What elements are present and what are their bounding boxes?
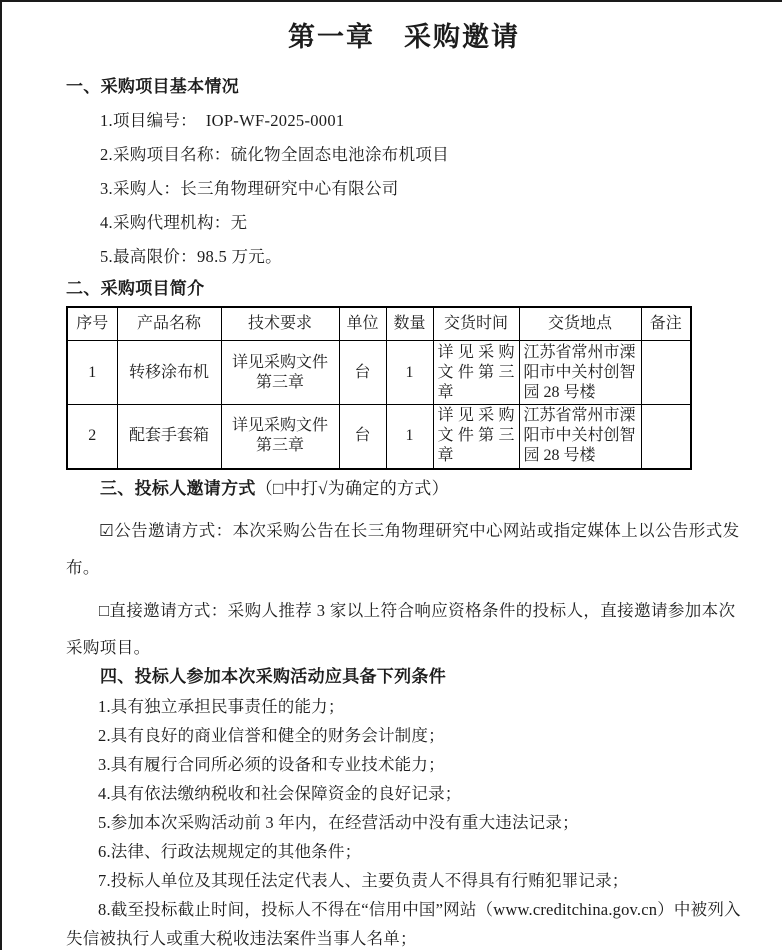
table-cell-seq: 2 bbox=[67, 405, 117, 469]
table-cell-product: 配套手套箱 bbox=[117, 405, 221, 469]
table-cell-qty: 1 bbox=[386, 405, 433, 469]
condition-item-3: 3.具有履行合同所必须的设备和专业技术能力； bbox=[98, 754, 445, 774]
condition-item-5: 5.参加本次采购活动前 3 年内，在经营活动中没有重大违法记录； bbox=[98, 812, 579, 832]
table-cell-delivery-place: 江苏省常州市溧阳市中关村创智园 28 号楼 bbox=[519, 405, 641, 469]
table-header-cell: 产品名称 bbox=[117, 307, 221, 341]
table-header-cell: 技术要求 bbox=[221, 307, 339, 341]
basic-info-item-project-name: 2.采购项目名称：硫化物全固态电池涂布机项目 bbox=[100, 145, 449, 164]
basic-info-item-max-price: 5.最高限价：98.5 万元。 bbox=[100, 247, 282, 266]
table-row bbox=[67, 341, 691, 405]
table-cell-unit: 台 bbox=[339, 405, 386, 469]
table-header-row bbox=[67, 307, 691, 341]
table-header-cell: 交货时间 bbox=[433, 307, 519, 341]
basic-info-list bbox=[66, 104, 742, 274]
condition-item-6: 6.法律、行政法规规定的其他条件； bbox=[98, 841, 362, 861]
table-header-cell: 交货地点 bbox=[519, 307, 641, 341]
bidder-conditions-list bbox=[66, 692, 742, 950]
table-cell-product: 转移涂布机 bbox=[117, 341, 221, 405]
condition-item-2: 2.具有良好的商业信誉和健全的财务会计制度； bbox=[98, 725, 445, 745]
section-1-heading: 一、采购项目基本情况 bbox=[66, 77, 239, 96]
section-3-heading-note: （□中打√为确定的方式） bbox=[255, 478, 449, 498]
condition-item-1: 1.具有独立承担民事责任的能力； bbox=[98, 696, 345, 716]
table-cell-delivery-time: 详见采购文件第三章 bbox=[433, 405, 519, 469]
table-cell-delivery-place: 江苏省常州市溧阳市中关村创智园 28 号楼 bbox=[519, 341, 641, 405]
table-header-cell: 序号 bbox=[67, 307, 117, 341]
table-cell-delivery-time: 详见采购文件第三章 bbox=[433, 341, 519, 405]
invitation-option-direct: □直接邀请方式：采购人推荐 3 家以上符合响应资格条件的投标人，直接邀请参加本次采购项目。 bbox=[66, 600, 736, 657]
section-3-heading-text: 三、投标人邀请方式 bbox=[100, 478, 256, 498]
section-4-heading: 四、投标人参加本次采购活动应具备下列条件 bbox=[100, 666, 446, 686]
products-table bbox=[66, 306, 692, 470]
table-row bbox=[67, 405, 691, 469]
invitation-option-public: ☑公告邀请方式：本次采购公告在长三角物理研究中心网站或指定媒体上以公告形式发布。 bbox=[66, 520, 740, 577]
section-2-heading: 二、采购项目简介 bbox=[66, 279, 205, 298]
table-header-cell: 数量 bbox=[386, 307, 433, 341]
table-cell-remark bbox=[641, 341, 691, 405]
condition-item-8: 8.截至投标截止时间，投标人不得在“信用中国”网站（www.creditchina.gov.cn）中被列入失信被执行人或重大税收违法案件当事人名单； bbox=[66, 899, 741, 948]
basic-info-item-project-no: 1.项目编号： IOP-WF-2025-0001 bbox=[100, 111, 345, 130]
condition-item-7: 7.投标人单位及其现任法定代表人、主要负责人不得具有行贿犯罪记录； bbox=[98, 870, 629, 890]
table-cell-unit: 台 bbox=[339, 341, 386, 405]
page-title: 第一章 采购邀请 bbox=[288, 22, 520, 52]
table-cell-seq: 1 bbox=[67, 341, 117, 405]
basic-info-item-purchaser: 3.采购人：长三角物理研究中心有限公司 bbox=[100, 179, 399, 198]
table-cell-qty: 1 bbox=[386, 341, 433, 405]
table-header-cell: 单位 bbox=[339, 307, 386, 341]
table-cell-tech: 详见采购文件第三章 bbox=[221, 341, 339, 405]
table-cell-tech: 详见采购文件第三章 bbox=[221, 405, 339, 469]
condition-item-4: 4.具有依法缴纳税收和社会保障资金的良好记录； bbox=[98, 783, 462, 803]
basic-info-item-agency: 4.采购代理机构：无 bbox=[100, 213, 248, 232]
table-cell-remark bbox=[641, 405, 691, 469]
table-header-cell: 备注 bbox=[641, 307, 691, 341]
section-3-heading bbox=[100, 478, 742, 500]
